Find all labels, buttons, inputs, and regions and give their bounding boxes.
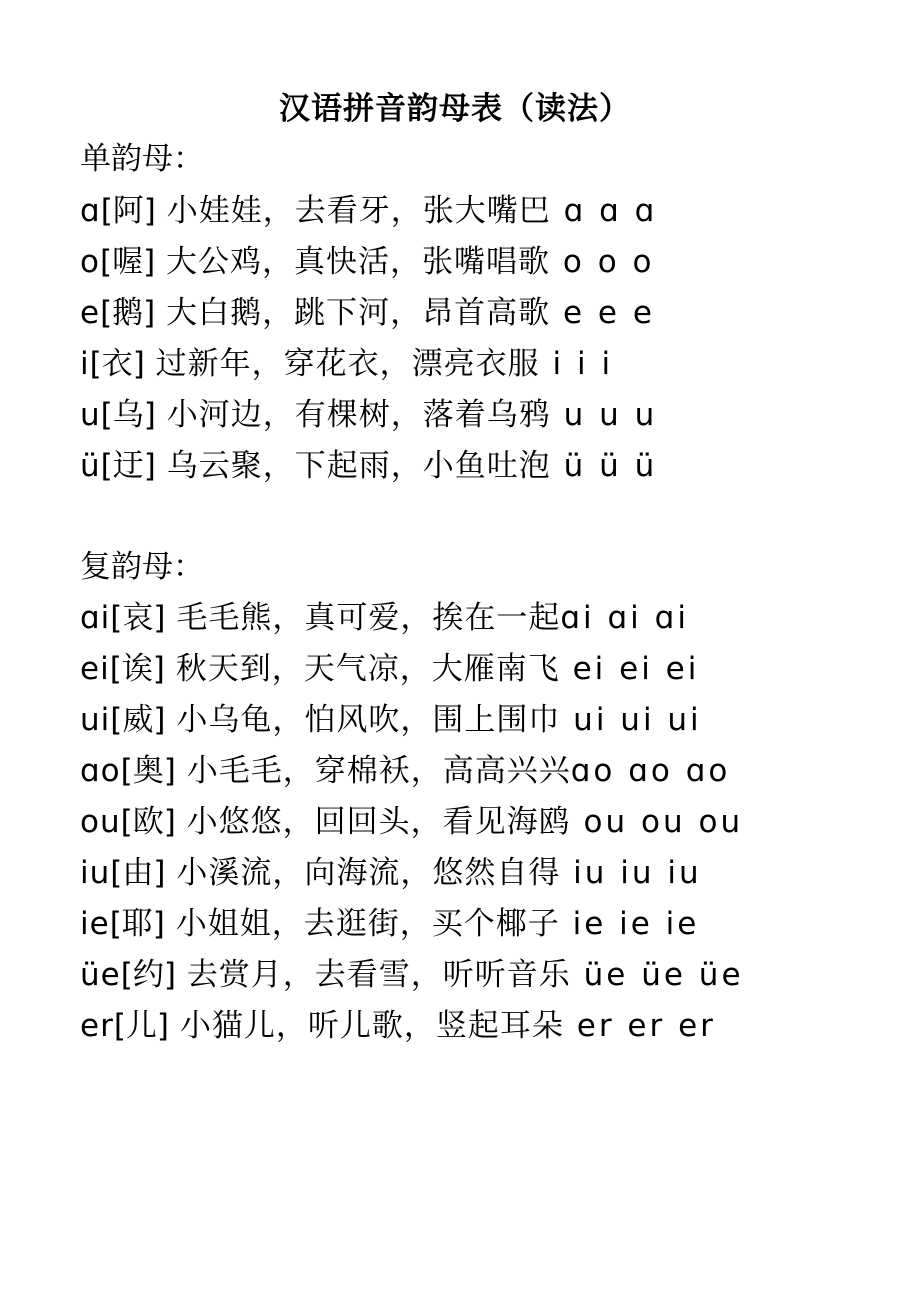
final-symbol: ie xyxy=(80,906,110,942)
reading-word: [阿] xyxy=(100,193,156,229)
list-item xyxy=(80,1001,744,1052)
final-echo: ɑo ɑo ɑo xyxy=(570,753,731,789)
final-echo: e e e xyxy=(550,295,655,331)
reading-word: [诶] xyxy=(109,651,165,687)
rhyme-text: 毛毛熊，真可爱，挨在一起 xyxy=(165,600,561,636)
final-echo: o o o xyxy=(550,244,655,280)
list-item xyxy=(80,237,657,288)
reading-word: [衣] xyxy=(89,346,145,382)
page-title: 汉语拼音韵母表（读法） xyxy=(279,91,631,127)
final-symbol: ou xyxy=(80,804,121,840)
final-echo: ei ei ei xyxy=(559,651,700,687)
list-item xyxy=(80,390,657,441)
reading-word: [耶] xyxy=(109,906,165,942)
list-item xyxy=(80,899,744,950)
reading-word: [约] xyxy=(120,957,176,993)
reading-word: [迂] xyxy=(100,448,156,484)
reading-word: [哀] xyxy=(110,600,166,636)
final-symbol: u xyxy=(80,397,101,433)
reading-word: [欧] xyxy=(120,804,176,840)
final-symbol: o xyxy=(80,244,100,280)
reading-word: [奥] xyxy=(120,753,176,789)
list-item xyxy=(80,339,657,390)
final-echo: üe üe üe xyxy=(570,957,744,993)
reading-word: [由] xyxy=(110,855,166,891)
rhyme-text: 小娃娃，去看牙，张大嘴巴 xyxy=(155,193,551,229)
final-symbol: üe xyxy=(80,957,121,993)
compound-finals-list xyxy=(80,593,744,1052)
list-item xyxy=(80,644,744,695)
final-echo: ie ie ie xyxy=(559,906,700,942)
section-heading-simple-finals: 单韵母： xyxy=(80,141,204,177)
final-echo: ɑ ɑ ɑ xyxy=(550,193,658,229)
rhyme-text: 小猫儿，听儿歌，竖起耳朵 xyxy=(169,1008,564,1044)
rhyme-text: 大白鹅，跳下河，昂首高歌 xyxy=(155,295,551,331)
final-echo: ui ui ui xyxy=(560,702,702,738)
final-symbol: ei xyxy=(80,651,110,687)
list-item xyxy=(80,695,744,746)
final-symbol: i xyxy=(80,346,90,382)
reading-word: [儿] xyxy=(113,1008,170,1044)
final-symbol: ü xyxy=(80,448,101,484)
list-item xyxy=(80,848,744,899)
rhyme-text: 小溪流，向海流，悠然自得 xyxy=(165,855,561,891)
final-echo: i i i xyxy=(539,346,614,382)
final-echo: ou ou ou xyxy=(570,804,744,840)
rhyme-text: 小悠悠，回回头，看见海鸥 xyxy=(175,804,571,840)
final-symbol: ɑi xyxy=(80,600,111,636)
rhyme-text: 小河边，有棵树，落着乌鸦 xyxy=(155,397,551,433)
list-item xyxy=(80,441,657,492)
final-echo: iu iu iu xyxy=(560,855,702,891)
simple-finals-list xyxy=(80,186,657,492)
rhyme-text: 过新年，穿花衣，漂亮衣服 xyxy=(144,346,540,382)
rhyme-text: 小毛毛，穿棉袄，高高兴兴 xyxy=(175,753,571,789)
section-heading-compound-finals: 复韵母： xyxy=(80,549,204,585)
reading-word: [威] xyxy=(110,702,166,738)
list-item xyxy=(80,288,657,339)
reading-word: [鹅] xyxy=(100,295,156,331)
rhyme-text: 乌云聚，下起雨，小鱼吐泡 xyxy=(155,448,551,484)
reading-word: [乌] xyxy=(100,397,156,433)
rhyme-text: 小乌龟，怕风吹，围上围巾 xyxy=(165,702,561,738)
final-echo: ü ü ü xyxy=(550,448,658,484)
list-item xyxy=(80,746,744,797)
final-symbol: e xyxy=(80,295,101,331)
final-symbol: iu xyxy=(80,855,111,891)
final-echo: ɑi ɑi ɑi xyxy=(560,600,689,636)
final-symbol: ɑ xyxy=(80,193,101,229)
rhyme-text: 大公鸡，真快活，张嘴唱歌 xyxy=(155,244,551,280)
rhyme-text: 秋天到，天气凉，大雁南飞 xyxy=(164,651,560,687)
final-echo: u u u xyxy=(550,397,658,433)
rhyme-text: 小姐姐，去逛街，买个椰子 xyxy=(164,906,560,942)
reading-word: [喔] xyxy=(99,244,156,280)
final-symbol: ui xyxy=(80,702,111,738)
list-item xyxy=(80,950,744,1001)
final-symbol: ɑo xyxy=(80,753,121,789)
final-symbol: er xyxy=(80,1008,114,1044)
list-item xyxy=(80,593,744,644)
rhyme-text: 去赏月，去看雪，听听音乐 xyxy=(175,957,571,993)
list-item xyxy=(80,186,657,237)
final-echo: er er er xyxy=(563,1008,716,1044)
list-item xyxy=(80,797,744,848)
